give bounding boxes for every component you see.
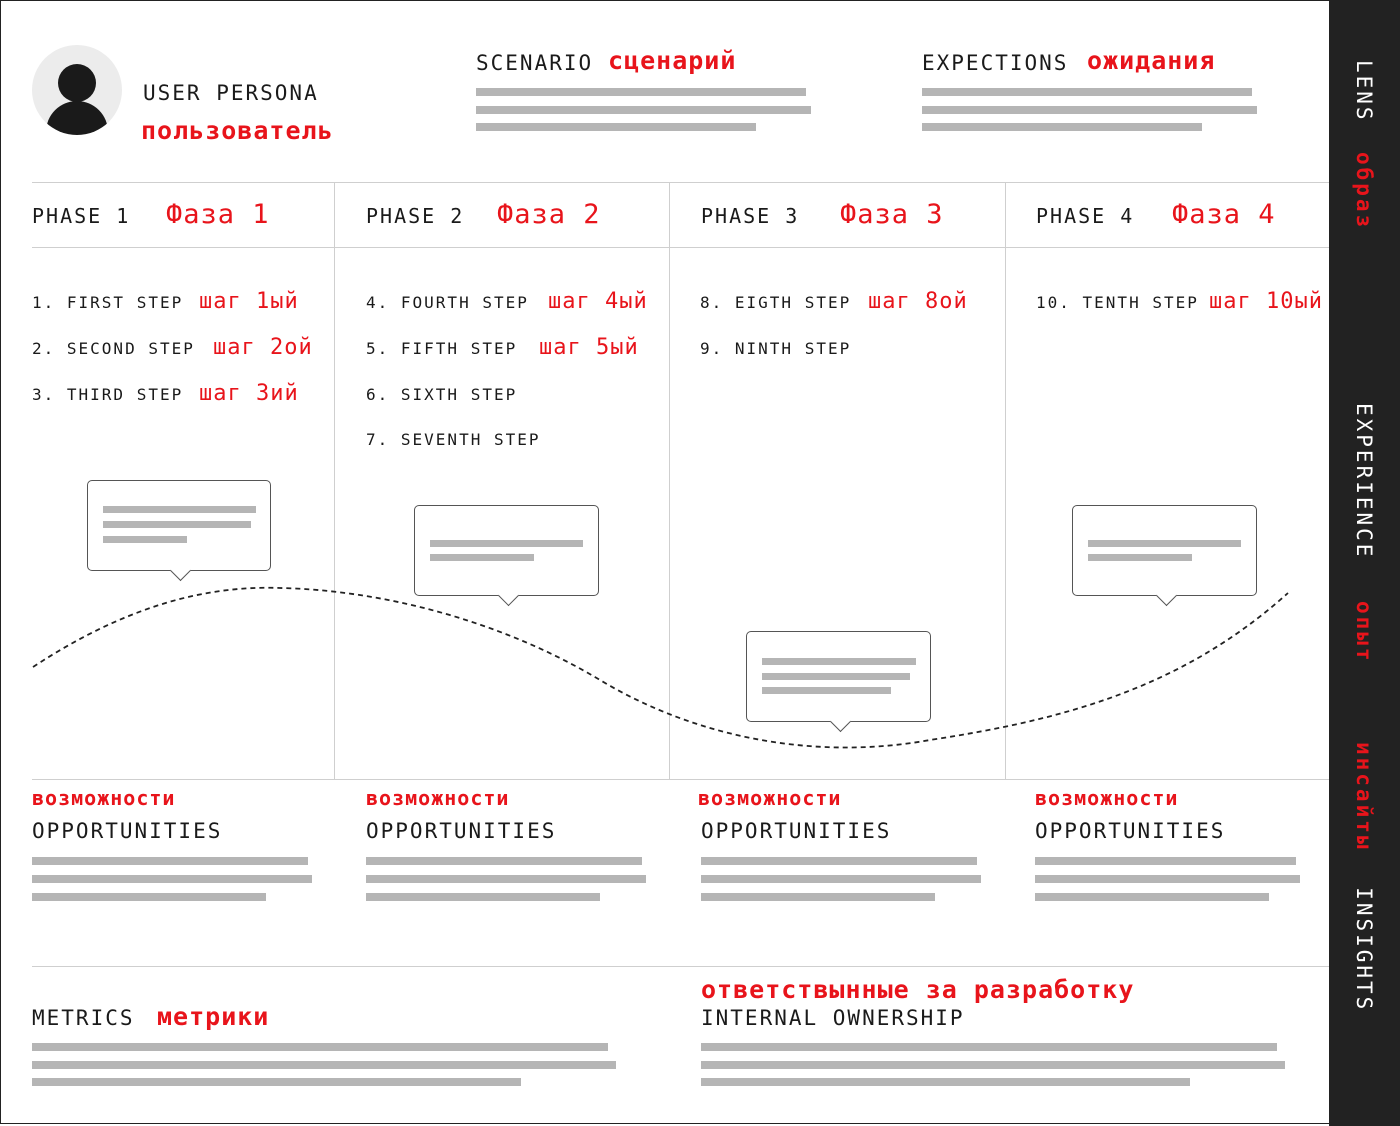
opportunities-label-ru: возможности (1035, 786, 1179, 810)
experience-label-ru: опыт (1352, 601, 1376, 664)
metrics-label-en: METRICS (32, 1006, 135, 1030)
step-label-ru: шаг 2ой (213, 335, 313, 360)
opportunities-label-en: OPPORTUNITIES (366, 819, 557, 843)
step-label-ru: шаг 5ый (539, 335, 639, 360)
step-label-en: 2. SECOND STEP (32, 339, 195, 358)
expectations-label-ru: ожидания (1087, 46, 1216, 75)
opportunity-text-line (366, 893, 600, 901)
opportunities-label-en: OPPORTUNITIES (701, 819, 892, 843)
opportunity-text-line (701, 893, 935, 901)
expectations-label-en: EXPECTIONS (922, 51, 1069, 75)
step-label-en: 5. FIFTH STEP (366, 339, 518, 358)
opportunity-text-line (32, 893, 266, 901)
opportunity-text-line (32, 875, 312, 883)
persona-label-ru: пользователь (141, 116, 334, 145)
opportunity-text-line (366, 875, 646, 883)
experience-lens-label (1352, 403, 1376, 664)
insights-lens-label (1352, 742, 1376, 1012)
opportunity-text-line (1035, 857, 1296, 865)
opportunities-label-ru: возможности (698, 786, 842, 810)
phase-1-label-en: PHASE 1 (32, 204, 131, 228)
metrics-text-line (32, 1061, 616, 1069)
comment-bubble (1072, 505, 1257, 596)
opportunities-label-en: OPPORTUNITIES (32, 819, 223, 843)
scenario-label-en: SCENARIO (476, 51, 594, 75)
phase-3-label-ru: Фаза 3 (840, 199, 944, 230)
step-label-en: 10. TENTH STEP (1036, 293, 1199, 312)
lens-label-en: LENS (1352, 60, 1376, 123)
opportunities-label-ru: возможности (366, 786, 510, 810)
step-label-en: 6. SIXTH STEP (366, 385, 518, 404)
scenario-label-ru: сценарий (608, 46, 737, 75)
opportunity-text-line (32, 857, 308, 865)
step-label-en: 7. SEVENTH STEP (366, 430, 541, 449)
step-label-en: 1. FIRST STEP (32, 293, 184, 312)
insights-label-ru: инсайты (1352, 742, 1376, 852)
opportunity-text-line (366, 857, 642, 865)
persona-label-en: USER PERSONA (143, 81, 319, 105)
step-label-en: 4. FOURTH STEP (366, 293, 529, 312)
step-label-en: 8. EIGTH STEP (700, 293, 852, 312)
lens-label (1352, 60, 1376, 230)
phase-1-label-ru: Фаза 1 (166, 199, 270, 230)
opportunity-text-line (1035, 875, 1300, 883)
phase-2-label-en: PHASE 2 (366, 204, 465, 228)
ownership-label-ru: ответствынные за разработку (701, 975, 1135, 1004)
ownership-text-line (701, 1078, 1190, 1086)
step-label-ru: шаг 1ый (199, 289, 299, 314)
metrics-text-line (32, 1043, 608, 1051)
phase-4-label-ru: Фаза 4 (1172, 199, 1276, 230)
opportunities-label-ru: возможности (32, 786, 176, 810)
comment-bubble (87, 480, 271, 571)
comment-bubble (746, 631, 931, 722)
comment-bubble (414, 505, 599, 596)
step-label-ru: шаг 10ый (1209, 289, 1323, 314)
step-label-ru: шаг 4ый (548, 289, 648, 314)
ownership-text-line (701, 1043, 1277, 1051)
ownership-label-en: INTERNAL OWNERSHIP (701, 1006, 965, 1030)
experience-label-en: EXPERIENCE (1352, 403, 1376, 560)
opportunity-text-line (701, 875, 981, 883)
lens-label-ru: образ (1352, 152, 1376, 231)
opportunity-text-line (1035, 893, 1269, 901)
step-label-ru: шаг 8ой (868, 289, 968, 314)
metrics-text-line (32, 1078, 521, 1086)
phase-3-label-en: PHASE 3 (701, 204, 800, 228)
opportunities-label-en: OPPORTUNITIES (1035, 819, 1226, 843)
step-label-ru: шаг 3ий (199, 381, 299, 406)
metrics-label-ru: метрики (157, 1002, 270, 1031)
ownership-text-line (701, 1061, 1285, 1069)
step-label-en: 9. NINTH STEP (700, 339, 852, 358)
phase-2-label-ru: Фаза 2 (497, 199, 601, 230)
step-label-en: 3. THIRD STEP (32, 385, 184, 404)
insights-label-en: INSIGHTS (1352, 887, 1376, 1013)
phase-4-label-en: PHASE 4 (1036, 204, 1135, 228)
opportunity-text-line (701, 857, 977, 865)
